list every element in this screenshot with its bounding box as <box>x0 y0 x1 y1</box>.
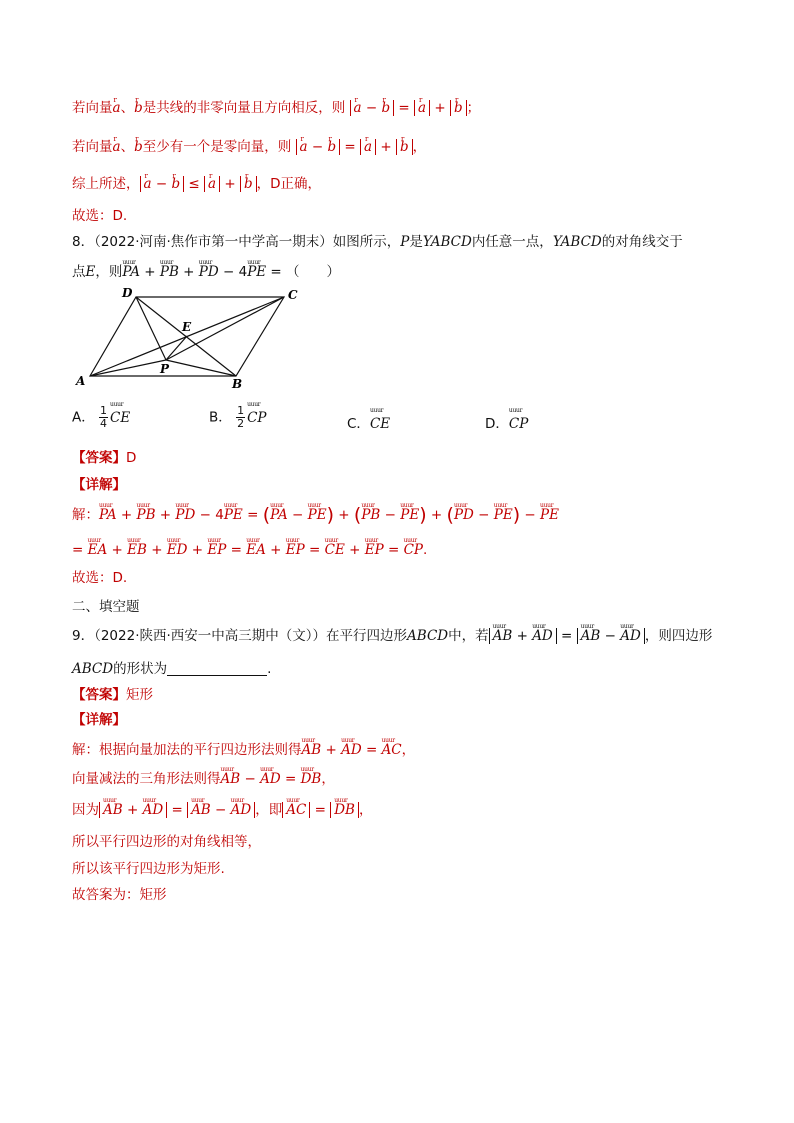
proof-conclusion: 故选：D. <box>72 208 128 224</box>
proof-line-3: 综上所述，r a − r b ≤ r a + r b ，D正确， <box>72 174 321 194</box>
q8-stem-line-1: 8．（2022·河南·焦作市第一中学高一期末）如图所示，P是YABCD内任意一点，YABCD的对角线交于 <box>72 234 683 250</box>
q8-detail-label: 【详解】 <box>72 477 126 493</box>
q9-solution-line-5: 所以该平行四边形为矩形. <box>72 861 225 877</box>
option-d[interactable]: D．uuur CP <box>485 412 528 432</box>
option-a[interactable]: A． $\frac{1}{4}$ uuur CE <box>72 405 130 430</box>
q9-solution-line-4: 所以平行四边形的对角线相等， <box>72 834 261 850</box>
q8-stem-line-2: 点E，则uuur PA + uuur PB + uuur PD − 4uuur PE = （ ） <box>72 262 340 282</box>
section-fill-in-blank: 二、填空题 <box>72 599 140 615</box>
proof-line-1: 若向量r a、r b是共线的非零向量且方向相反，则 r a − r b = r a + r b ； <box>72 98 480 118</box>
label-P: P <box>160 362 170 376</box>
label-D: D <box>122 286 133 300</box>
q9-stem-line-1: 9．（2022·陕西·西安一中高三期中（文））在平行四边形ABCD中，若uuur AB + uuur AD = uuur AB − uuur AD ，则四边形 <box>72 626 712 646</box>
q8-conclusion: 故选：D. <box>72 570 128 586</box>
q9-stem-line-2: ABCD的形状为 . <box>72 661 272 677</box>
proof-line-2: 若向量r a、r b至少有一个是零向量，则 r a − r b = r a + r b ， <box>72 137 426 157</box>
q8-solution-line-1: 解：uuur PA + uuur PB + uuur PD − 4uuur PE = (uuur PA − uuur PE) + (uuur PB − uuur PE) + (uuur PD − uuur PE) − uuur PE <box>72 505 559 525</box>
parallelogram-figure <box>70 285 310 390</box>
q9-solution-line-3: 因为uuur AB + uuur AD = uuur AB − uuur AD ，即uuur AC = uuur DB ， <box>72 800 372 820</box>
answer-blank[interactable] <box>167 661 267 676</box>
q9-solution-line-1: 解：根据向量加法的平行四边形法则得uuur AB + uuur AD = uuur AC， <box>72 740 415 760</box>
label-E: E <box>182 320 192 334</box>
label-C: C <box>288 288 298 302</box>
q9-solution-line-6: 故答案为：矩形 <box>72 887 167 903</box>
q8-answer: 【答案】D <box>72 450 137 466</box>
q9-solution-line-2: 向量减法的三角形法则得uuur AB − uuur AD = uuur DB， <box>72 769 335 789</box>
q9-detail-label: 【详解】 <box>72 712 126 728</box>
label-B: B <box>232 377 243 390</box>
option-c[interactable]: C．uuur CE <box>347 412 390 432</box>
q9-answer: 【答案】矩形 <box>72 687 153 703</box>
label-A: A <box>76 374 86 388</box>
option-b[interactable]: B． $\frac{1}{2}$ uuur CP <box>209 405 266 430</box>
q8-solution-line-2: = uuur EA + uuur EB + uuur ED + uuur EP = uuur EA + uuur EP = uuur CE + uuur EP = uuur CP. <box>72 540 427 560</box>
